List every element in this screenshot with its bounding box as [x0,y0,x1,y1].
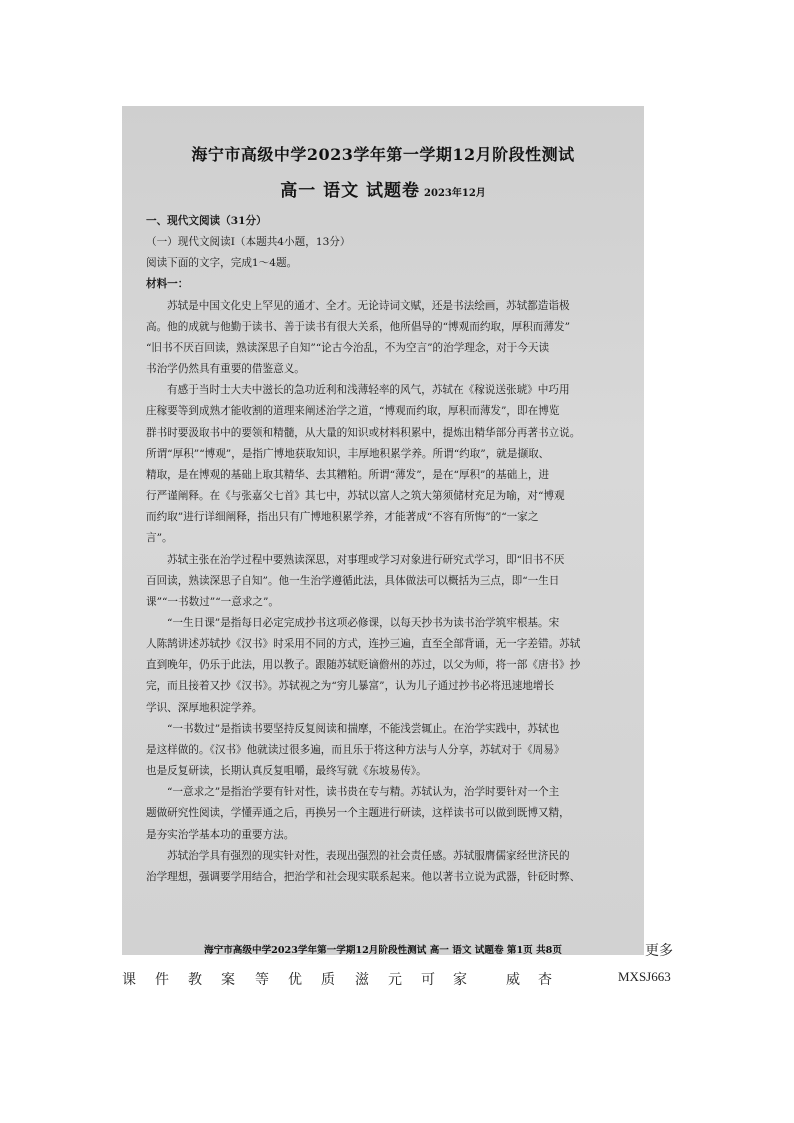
text-line: 苏轼治学具有强烈的现实针对性，表现出强烈的社会责任感。苏轼服膺儒家经世济民的 [167,849,570,862]
exam-subtitle: 高一 语文 试题卷 [280,181,421,201]
text-line: 行严谨阐释。在《与张嘉父七首》其七中，苏轼以富人之筑大第须储材充足为喻，对“博观 [146,490,565,503]
text-line: 是这样做的。《汉书》他就读过很多遍，而且乐于将这种方法与人分享，苏轼对于《周易》 [146,743,565,756]
text-line: （一）现代文阅读Ⅰ（本题共4小题，13分） [146,236,351,249]
watermark-char: 元 [388,972,402,988]
text-line: “一意求之”是指治学要有针对性，读书贵在专与精。苏轼认为，治学时要针对一个主 [167,786,560,799]
text-line: 而约取”进行详细阐释，指出只有广博地积累学养，才能著成“不容有所悔”的“一家之 [146,511,539,524]
exam-paper-photo [122,106,644,955]
watermark-char: 教 [188,972,202,988]
text-line: 也是反复研读，长期认真反复咀嚼，最终写就《东坡易传》。 [146,765,427,778]
text-line: 庄稼要等到成熟才能收割的道理来阐述治学之道，“博观而约取，厚积而薄发”，即在博览 [146,405,560,418]
page-footer: 海宁市高级中学2023学年第一学期12月阶段性测试 高一 语文 试题卷 第1页 共8页 [204,945,562,955]
watermark-code: MXSJ663 [618,969,671,984]
text-line: 书治学仍然具有重要的借鉴意义。 [146,363,305,376]
text-line: 苏轼主张在治学过程中要熟读深思，对事理或学习对象进行研究式学习，即“旧书不厌 [167,553,565,566]
watermark-more: 更多 [645,943,673,959]
text-line: 高。他的成就与他勤于读书、善于读书有很大关系，他所倡导的“博观而约取，厚积而薄发” [146,320,570,333]
watermark-char: 件 [155,972,169,988]
exam-subtitle-row [122,176,644,201]
text-line: 一、现代文阅读（31分） [146,215,267,227]
text-line: “一书数过”是指读书要坚持反复阅读和揣摩，不能浅尝辄止。在治学实践中，苏轼也 [167,722,560,735]
watermark-char: 家 [453,972,467,988]
watermark-char: 杏 [538,972,552,988]
watermark-char: 可 [421,972,435,988]
watermark-char: 课 [122,972,136,988]
text-line: 人陈鹄讲述苏轼抄《汉书》时采用不同的方式，连抄三遍，直至全部背诵，无一字差错。苏轼 [146,638,581,651]
watermark-char: 质 [321,972,335,988]
text-line: 所谓“厚积”“博观”，是指广博地获取知识，丰厚地积累学养。所谓“约取”，就是撷取、 [146,447,550,460]
text-line: 治学理想，强调要学用结合，把治学和社会现实联系起来。他以著书立说为武器，针砭时弊、 [146,870,581,883]
text-line: 苏轼是中国文化史上罕见的通才、全才。无论诗词文赋，还是书法绘画，苏轼都造诣极 [167,299,570,312]
watermark-char: 优 [288,972,302,988]
text-line: 群书时要汲取书中的要领和精髓，从大量的知识或材料积累中，提炼出精华部分再著书立说。 [146,426,581,439]
exam-date: 2023年12月 [424,188,486,199]
text-line: 是夯实治学基本功的重要方法。 [146,828,295,841]
text-line: 题做研究性阅读，学懂弄通之后，再换另一个主题进行研读，这样读书可以做到既博又精， [146,807,570,820]
watermark-char: 威 [506,972,520,988]
text-line: 直到晚年，仍乐于此法，用以教子。跟随苏轼贬谪儋州的苏过，以父为师，将一部《唐书》抄 [146,659,581,672]
text-line: “一生日课”是指每日必定完成抄书这项必修课，以每天抄书为读书治学筑牢根基。宋 [167,616,560,629]
watermark-char: 案 [221,972,235,988]
text-line: 言”。 [146,532,173,545]
text-line: 完，而且接着又抄《汉书》。苏轼视之为“穷儿暴富”，认为儿子通过抄书必将迅速地增长 [146,680,555,693]
passage-body [146,211,626,888]
watermark-char: 滋 [355,972,369,988]
text-line: 百回读，熟读深思子自知”。他一生治学遵循此法，具体做法可以概括为三点，即“一生日 [146,574,560,587]
text-line: 材料一： [146,278,189,291]
watermark-char: 等 [255,972,269,988]
text-line: 阅读下面的文字，完成1～4题。 [146,257,298,270]
text-line: 课”“一书数过”“一意求之”。 [146,595,280,608]
text-line: “旧书不厌百回读，熟读深思子自知”“论古今治乱，不为空言”的治学理念，对于今天读 [146,341,550,354]
exam-title: 海宁市高级中学2023学年第一学期12月阶段性测试 [191,145,575,164]
text-line: 精取，是在博观的基础上取其精华、去其糟粕。所谓“薄发”，是在“厚积”的基础上，进 [146,468,550,481]
text-line: 学识、深厚地积淀学养。 [146,701,263,714]
text-line: 有感于当时士大夫中滋长的急功近利和浅薄轻率的风气，苏轼在《稼说送张琥》中巧用 [167,384,570,397]
